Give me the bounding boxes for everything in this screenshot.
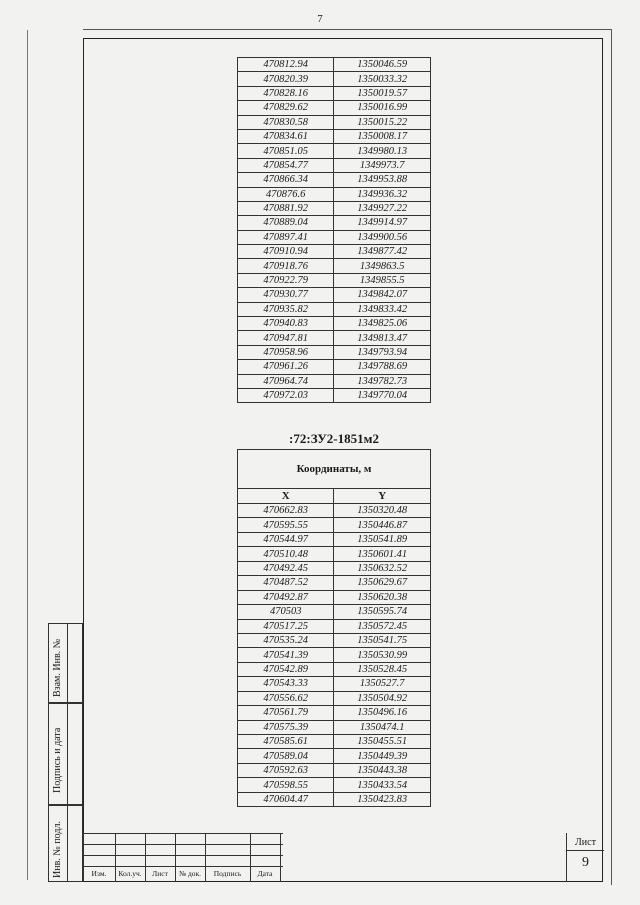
- table-row: [238, 374, 431, 388]
- coordinate-x-cell: 470829.62: [238, 101, 334, 115]
- table-row: [238, 388, 431, 402]
- table-row: [238, 288, 431, 302]
- frame-right-line: [611, 29, 612, 885]
- title-block-label-izm: Изм.: [91, 869, 107, 878]
- title-block: [83, 833, 603, 882]
- coordinate-x-cell: 470662.83: [238, 504, 334, 518]
- coordinate-y-cell: 1349782.73: [334, 374, 431, 388]
- side-stamp-vzam-label: Взам. Инв. №: [52, 638, 63, 697]
- coordinate-y-cell: 1350033.32: [334, 72, 431, 86]
- coordinate-x-cell: 470930.77: [238, 288, 334, 302]
- section-title: :72:ЗУ2-1851м2: [289, 431, 379, 446]
- coordinate-y-cell: 1349877.42: [334, 245, 431, 259]
- coordinate-y-cell: 1350019.57: [334, 86, 431, 100]
- frame-top-line: [83, 29, 611, 30]
- title-block-label-data: Дата: [257, 869, 273, 878]
- table-row: [238, 763, 431, 777]
- coordinate-y-cell: 1350016.99: [334, 101, 431, 115]
- coordinates-table-continued: [237, 57, 431, 403]
- coordinate-x-cell: 470575.39: [238, 720, 334, 734]
- table-row: [238, 605, 431, 619]
- table-row: [238, 129, 431, 143]
- coordinate-x-cell: 470812.94: [238, 58, 334, 72]
- coordinate-x-cell: 470585.61: [238, 735, 334, 749]
- coordinate-y-cell: 1350320.48: [334, 504, 431, 518]
- coordinate-y-cell: 1350008.17: [334, 129, 431, 143]
- title-block-line: [83, 866, 283, 867]
- coordinate-x-cell: 470492.45: [238, 561, 334, 575]
- column-header-x: X: [238, 489, 334, 504]
- coordinate-x-cell: 470592.63: [238, 763, 334, 777]
- table-row: [238, 360, 431, 374]
- coordinate-y-cell: 1350474.1: [334, 720, 431, 734]
- coordinate-y-cell: 1349793.94: [334, 345, 431, 359]
- table-row: [238, 216, 431, 230]
- coordinate-x-cell: 470598.55: [238, 778, 334, 792]
- table-row: [238, 144, 431, 158]
- title-block-label-podpis: Подпись: [213, 869, 242, 878]
- coordinate-y-cell: 1350629.67: [334, 576, 431, 590]
- coordinate-y-cell: 1349953.88: [334, 173, 431, 187]
- table-row: [238, 245, 431, 259]
- coordinate-x-cell: 470589.04: [238, 749, 334, 763]
- table-row: [238, 259, 431, 273]
- coordinate-x-cell: 470972.03: [238, 388, 334, 402]
- coordinate-y-cell: 1349825.06: [334, 317, 431, 331]
- table-row: [238, 201, 431, 215]
- coordinate-x-cell: 470881.92: [238, 201, 334, 215]
- coordinate-x-cell: 470535.24: [238, 633, 334, 647]
- coordinate-x-cell: 470964.74: [238, 374, 334, 388]
- coordinates-table-body: [238, 58, 431, 403]
- sheet-label: Лист: [575, 837, 596, 848]
- table-row: [238, 345, 431, 359]
- coordinate-y-cell: 1349855.5: [334, 273, 431, 287]
- coordinate-y-cell: 1349770.04: [334, 388, 431, 402]
- coordinate-y-cell: 1349788.69: [334, 360, 431, 374]
- table-row: [238, 735, 431, 749]
- column-header-y: Y: [334, 489, 431, 504]
- coordinate-y-cell: 1350046.59: [334, 58, 431, 72]
- table-row: [238, 504, 431, 518]
- coordinate-x-cell: 470961.26: [238, 360, 334, 374]
- title-block-line: [83, 833, 283, 834]
- table-row: [238, 691, 431, 705]
- page-number-top: 7: [317, 13, 323, 25]
- coordinate-y-cell: 1350443.38: [334, 763, 431, 777]
- coordinate-y-cell: 1350504.92: [334, 691, 431, 705]
- coordinate-x-cell: 470866.34: [238, 173, 334, 187]
- coordinate-y-cell: 1350541.75: [334, 633, 431, 647]
- coordinate-x-cell: 470854.77: [238, 158, 334, 172]
- coordinates-table-zu2: [237, 449, 431, 807]
- coordinate-y-cell: 1350572.45: [334, 619, 431, 633]
- coordinate-y-cell: 1350528.45: [334, 662, 431, 676]
- table-row: [238, 576, 431, 590]
- table-row: [238, 648, 431, 662]
- coordinate-y-cell: 1350455.51: [334, 735, 431, 749]
- table-row: [238, 115, 431, 129]
- coordinate-x-cell: 470492.87: [238, 590, 334, 604]
- table-row: [238, 547, 431, 561]
- coordinate-x-cell: 470947.81: [238, 331, 334, 345]
- table-row: [238, 302, 431, 316]
- coordinate-y-cell: 1350446.87: [334, 518, 431, 532]
- coordinate-x-cell: 470503: [238, 605, 334, 619]
- coordinate-x-cell: 470828.16: [238, 86, 334, 100]
- table-row: [238, 532, 431, 546]
- coordinate-y-cell: 1350541.89: [334, 532, 431, 546]
- coordinate-x-cell: 470542.89: [238, 662, 334, 676]
- coordinate-y-cell: 1350527.7: [334, 677, 431, 691]
- table-row: [238, 518, 431, 532]
- table-row: [238, 792, 431, 806]
- coordinate-x-cell: 470487.52: [238, 576, 334, 590]
- table-row: [238, 662, 431, 676]
- coordinate-y-cell: 1349927.22: [334, 201, 431, 215]
- coordinate-x-cell: 470561.79: [238, 706, 334, 720]
- table-row: [238, 778, 431, 792]
- coordinate-y-cell: 1350530.99: [334, 648, 431, 662]
- coordinate-y-cell: 1350620.38: [334, 590, 431, 604]
- coordinate-y-cell: 1349900.56: [334, 230, 431, 244]
- coordinate-x-cell: 470940.83: [238, 317, 334, 331]
- coordinate-x-cell: 470820.39: [238, 72, 334, 86]
- coordinate-y-cell: 1349833.42: [334, 302, 431, 316]
- coordinate-x-cell: 470897.41: [238, 230, 334, 244]
- title-block-label-kolich: Кол.уч.: [118, 869, 142, 878]
- coordinate-x-cell: 470935.82: [238, 302, 334, 316]
- table-row: [238, 317, 431, 331]
- table-row: [238, 72, 431, 86]
- coordinate-x-cell: 470510.48: [238, 547, 334, 561]
- coordinate-y-cell: 1349813.47: [334, 331, 431, 345]
- coordinate-x-cell: 470517.25: [238, 619, 334, 633]
- coordinate-y-cell: 1350496.16: [334, 706, 431, 720]
- coordinate-y-cell: 1349973.7: [334, 158, 431, 172]
- coordinate-x-cell: 470595.55: [238, 518, 334, 532]
- coordinate-y-cell: 1350423.83: [334, 792, 431, 806]
- coordinate-x-cell: 470556.62: [238, 691, 334, 705]
- table-row: [238, 590, 431, 604]
- coordinate-x-cell: 470918.76: [238, 259, 334, 273]
- coordinate-y-cell: 1349863.5: [334, 259, 431, 273]
- coordinate-x-cell: 470876.6: [238, 187, 334, 201]
- table-row: [238, 619, 431, 633]
- table-row: [238, 561, 431, 575]
- coordinate-x-cell: 470889.04: [238, 216, 334, 230]
- title-block-line: [280, 833, 281, 882]
- coordinate-y-cell: 1350015.22: [334, 115, 431, 129]
- table-row: [238, 633, 431, 647]
- title-block-line: [83, 855, 283, 856]
- table-column-header-row: [238, 489, 431, 504]
- table-row: [238, 677, 431, 691]
- table-row: [238, 706, 431, 720]
- table-row: [238, 158, 431, 172]
- coordinate-x-cell: 470543.33: [238, 677, 334, 691]
- frame-left-line: [27, 30, 28, 880]
- coordinate-x-cell: 470830.58: [238, 115, 334, 129]
- coordinate-y-cell: 1349936.32: [334, 187, 431, 201]
- title-block-label-list: Лист: [152, 869, 168, 878]
- coordinates-header: Координаты, м: [238, 450, 431, 489]
- coordinate-x-cell: 470922.79: [238, 273, 334, 287]
- side-stamp-inv-label: Инв. № подл.: [52, 821, 63, 878]
- coordinate-x-cell: 470541.39: [238, 648, 334, 662]
- coordinate-y-cell: 1349914.97: [334, 216, 431, 230]
- table-row: [238, 749, 431, 763]
- table-row: [238, 187, 431, 201]
- table-row: [238, 173, 431, 187]
- coordinate-x-cell: 470910.94: [238, 245, 334, 259]
- table-row: [238, 101, 431, 115]
- table-row: [238, 58, 431, 72]
- coordinate-y-cell: 1350595.74: [334, 605, 431, 619]
- coordinate-y-cell: 1350433.54: [334, 778, 431, 792]
- coordinate-y-cell: 1350632.52: [334, 561, 431, 575]
- coordinate-y-cell: 1349980.13: [334, 144, 431, 158]
- coordinate-y-cell: 1349842.07: [334, 288, 431, 302]
- coordinates-table-body: [238, 450, 431, 807]
- table-row: [238, 331, 431, 345]
- table-row: [238, 230, 431, 244]
- coordinate-y-cell: 1350449.39: [334, 749, 431, 763]
- title-block-line: [83, 844, 283, 845]
- sheet-divider: [567, 850, 604, 851]
- coordinate-x-cell: 470604.47: [238, 792, 334, 806]
- coordinate-x-cell: 470958.96: [238, 345, 334, 359]
- table-row: [238, 720, 431, 734]
- side-stamp-podpis-label: Подпись и дата: [52, 727, 63, 793]
- coordinate-x-cell: 470834.61: [238, 129, 334, 143]
- table-row: [238, 273, 431, 287]
- coordinate-x-cell: 470544.97: [238, 532, 334, 546]
- title-block-label-ndok: № док.: [178, 869, 202, 878]
- table-row: [238, 86, 431, 100]
- coordinate-x-cell: 470851.05: [238, 144, 334, 158]
- sheet-number-box: [566, 833, 603, 882]
- sheet-number: 9: [582, 855, 589, 870]
- table-header-row: [238, 450, 431, 489]
- coordinate-y-cell: 1350601.41: [334, 547, 431, 561]
